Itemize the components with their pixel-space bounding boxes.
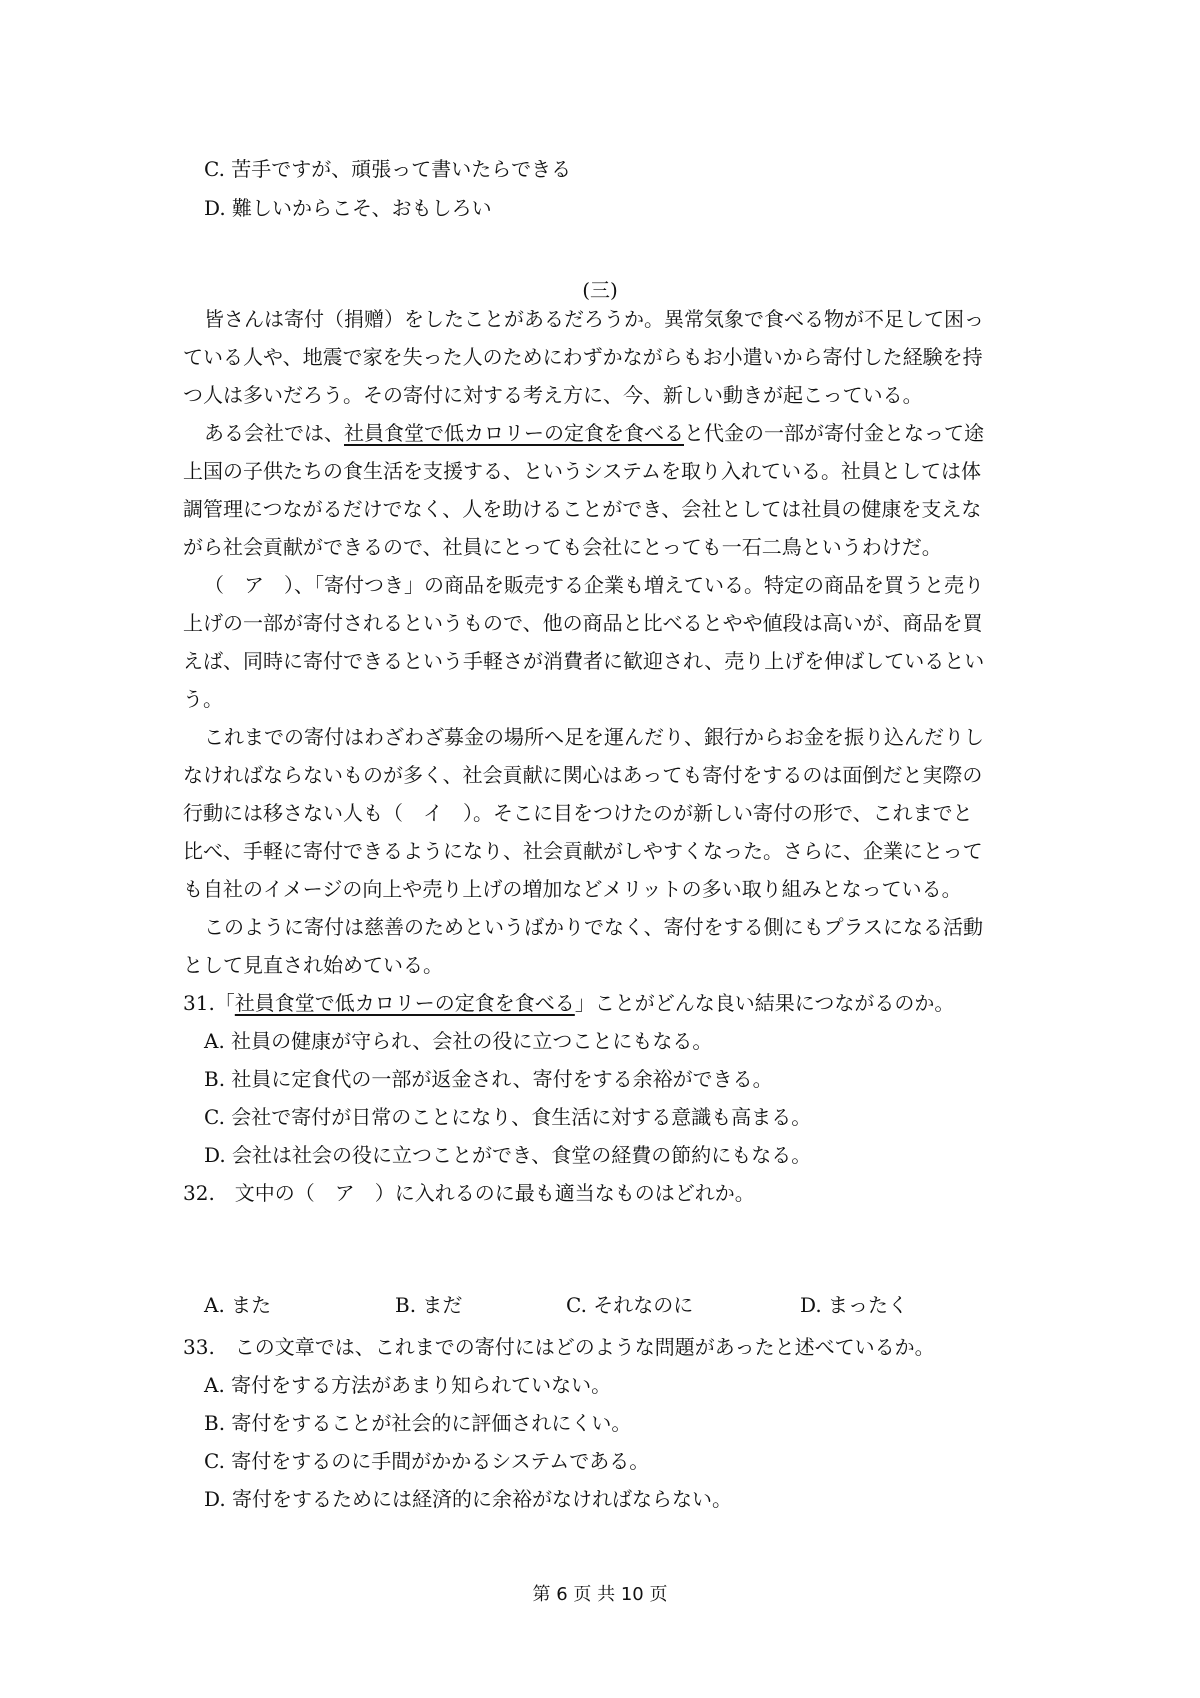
question-32-option-a: A. また	[204, 1293, 272, 1317]
question-31-option-b: B. 社員に定食代の一部が返金され、寄付をする余裕ができる。	[204, 1067, 773, 1091]
passage-line: なければならないものが多く、社会貢献に関心はあっても寄付をするのは面倒だと実際の	[183, 763, 983, 787]
passage-line: 上国の子供たちの食生活を支援する、というシステムを取り入れている。社員としては体	[183, 459, 981, 483]
question-32-option-d: D. まったく	[800, 1293, 909, 1317]
passage-line-with-underline	[204, 419, 984, 447]
question-32-option-b: B. まだ	[395, 1293, 463, 1317]
underlined-phrase: 社員食堂で低カロリーの定食を食べる	[234, 991, 575, 1015]
passage-line: （ ア ）、「寄付つき」の商品を販売する企業も増えている。特定の商品を買うと売り	[204, 573, 984, 597]
passage-line: このように寄付は慈善のためというばかりでなく、寄付をする側にもプラスになる活動	[204, 915, 983, 939]
passage-text: と代金の一部が寄付金となって途	[684, 421, 984, 445]
passage-line: ている人や、地震で家を失った人のためにわずかながらもお小遣いから寄付した経験を持	[183, 345, 983, 369]
question-text: 」ことがどんな良い結果につながるのか。	[574, 991, 955, 1015]
passage-line: として見直され始めている。	[183, 953, 443, 977]
passage-line: 比べ、手軽に寄付できるようになり、社会貢献がしやすくなった。さらに、企業にとって	[183, 839, 983, 863]
passage-line: 上げの一部が寄付されるというもので、他の商品と比べるとやや値段は高いが、商品を買	[183, 611, 983, 635]
underlined-phrase: 社員食堂で低カロリーの定食を食べる	[344, 421, 684, 445]
passage-line: 調管理につながるだけでなく、人を助けることができ、会社としては社員の健康を支えな	[183, 497, 982, 521]
passage-line: う。	[183, 687, 223, 711]
passage-text: ある会社では、	[204, 421, 344, 445]
section-title: (三)	[582, 278, 618, 302]
passage-line: も自社のイメージの向上や売り上げの増加などメリットの多い取り組みとなっている。	[183, 877, 962, 901]
passage-line: 行動には移さない人も（ イ ）。そこに目をつけたのが新しい寄付の形で、これまでと	[183, 801, 973, 825]
passage-line: えば、同時に寄付できるという手軽さが消費者に歓迎され、売り上げを伸ばしているとい	[183, 649, 985, 673]
question-31-option-a: A. 社員の健康が守られ、会社の役に立つことにもなる。	[204, 1029, 713, 1053]
page-number-footer: 第 6 页 共 10 页	[532, 1584, 668, 1605]
question-32-option-c: C. それなのに	[566, 1293, 694, 1317]
option-d: D. 難しいからこそ、おもしろい	[204, 196, 492, 220]
passage-line: がら社会貢献ができるので、社員にとっても会社にとっても一石二鳥というわけだ。	[183, 535, 942, 559]
question-31-stem	[183, 989, 954, 1017]
question-31-option-d: D. 会社は社会の役に立つことができ、食堂の経費の節約にもなる。	[204, 1143, 812, 1167]
passage-line: これまでの寄付はわざわざ募金の場所へ足を運んだり、銀行からお金を振り込んだりし	[204, 725, 984, 749]
question-33-stem: 33. この文章では、これまでの寄付にはどのような問題があったと述べているか。	[183, 1335, 935, 1359]
option-c: C. 苦手ですが、頑張って書いたらできる	[204, 157, 572, 181]
question-31-option-c: C. 会社で寄付が日常のことになり、食生活に対する意識も高まる。	[204, 1105, 812, 1129]
question-33-option-b: B. 寄付をすることが社会的に評価されにくい。	[204, 1411, 632, 1435]
question-text: 31.「	[183, 991, 235, 1015]
question-33-option-a: A. 寄付をする方法があまり知られていない。	[204, 1373, 612, 1397]
question-33-option-c: C. 寄付をするのに手間がかかるシステムである。	[204, 1449, 650, 1473]
passage-line: つ人は多いだろう。その寄付に対する考え方に、今、新しい動きが起こっている。	[183, 383, 923, 407]
question-32-stem: 32. 文中の（ ア ）に入れるのに最も適当なものはどれか。	[183, 1181, 755, 1205]
question-33-option-d: D. 寄付をするためには経済的に余裕がなければならない。	[204, 1487, 733, 1511]
passage-line: 皆さんは寄付（捐赠）をしたことがあるだろうか。異常気象で食べる物が不足して困っ	[204, 307, 984, 331]
